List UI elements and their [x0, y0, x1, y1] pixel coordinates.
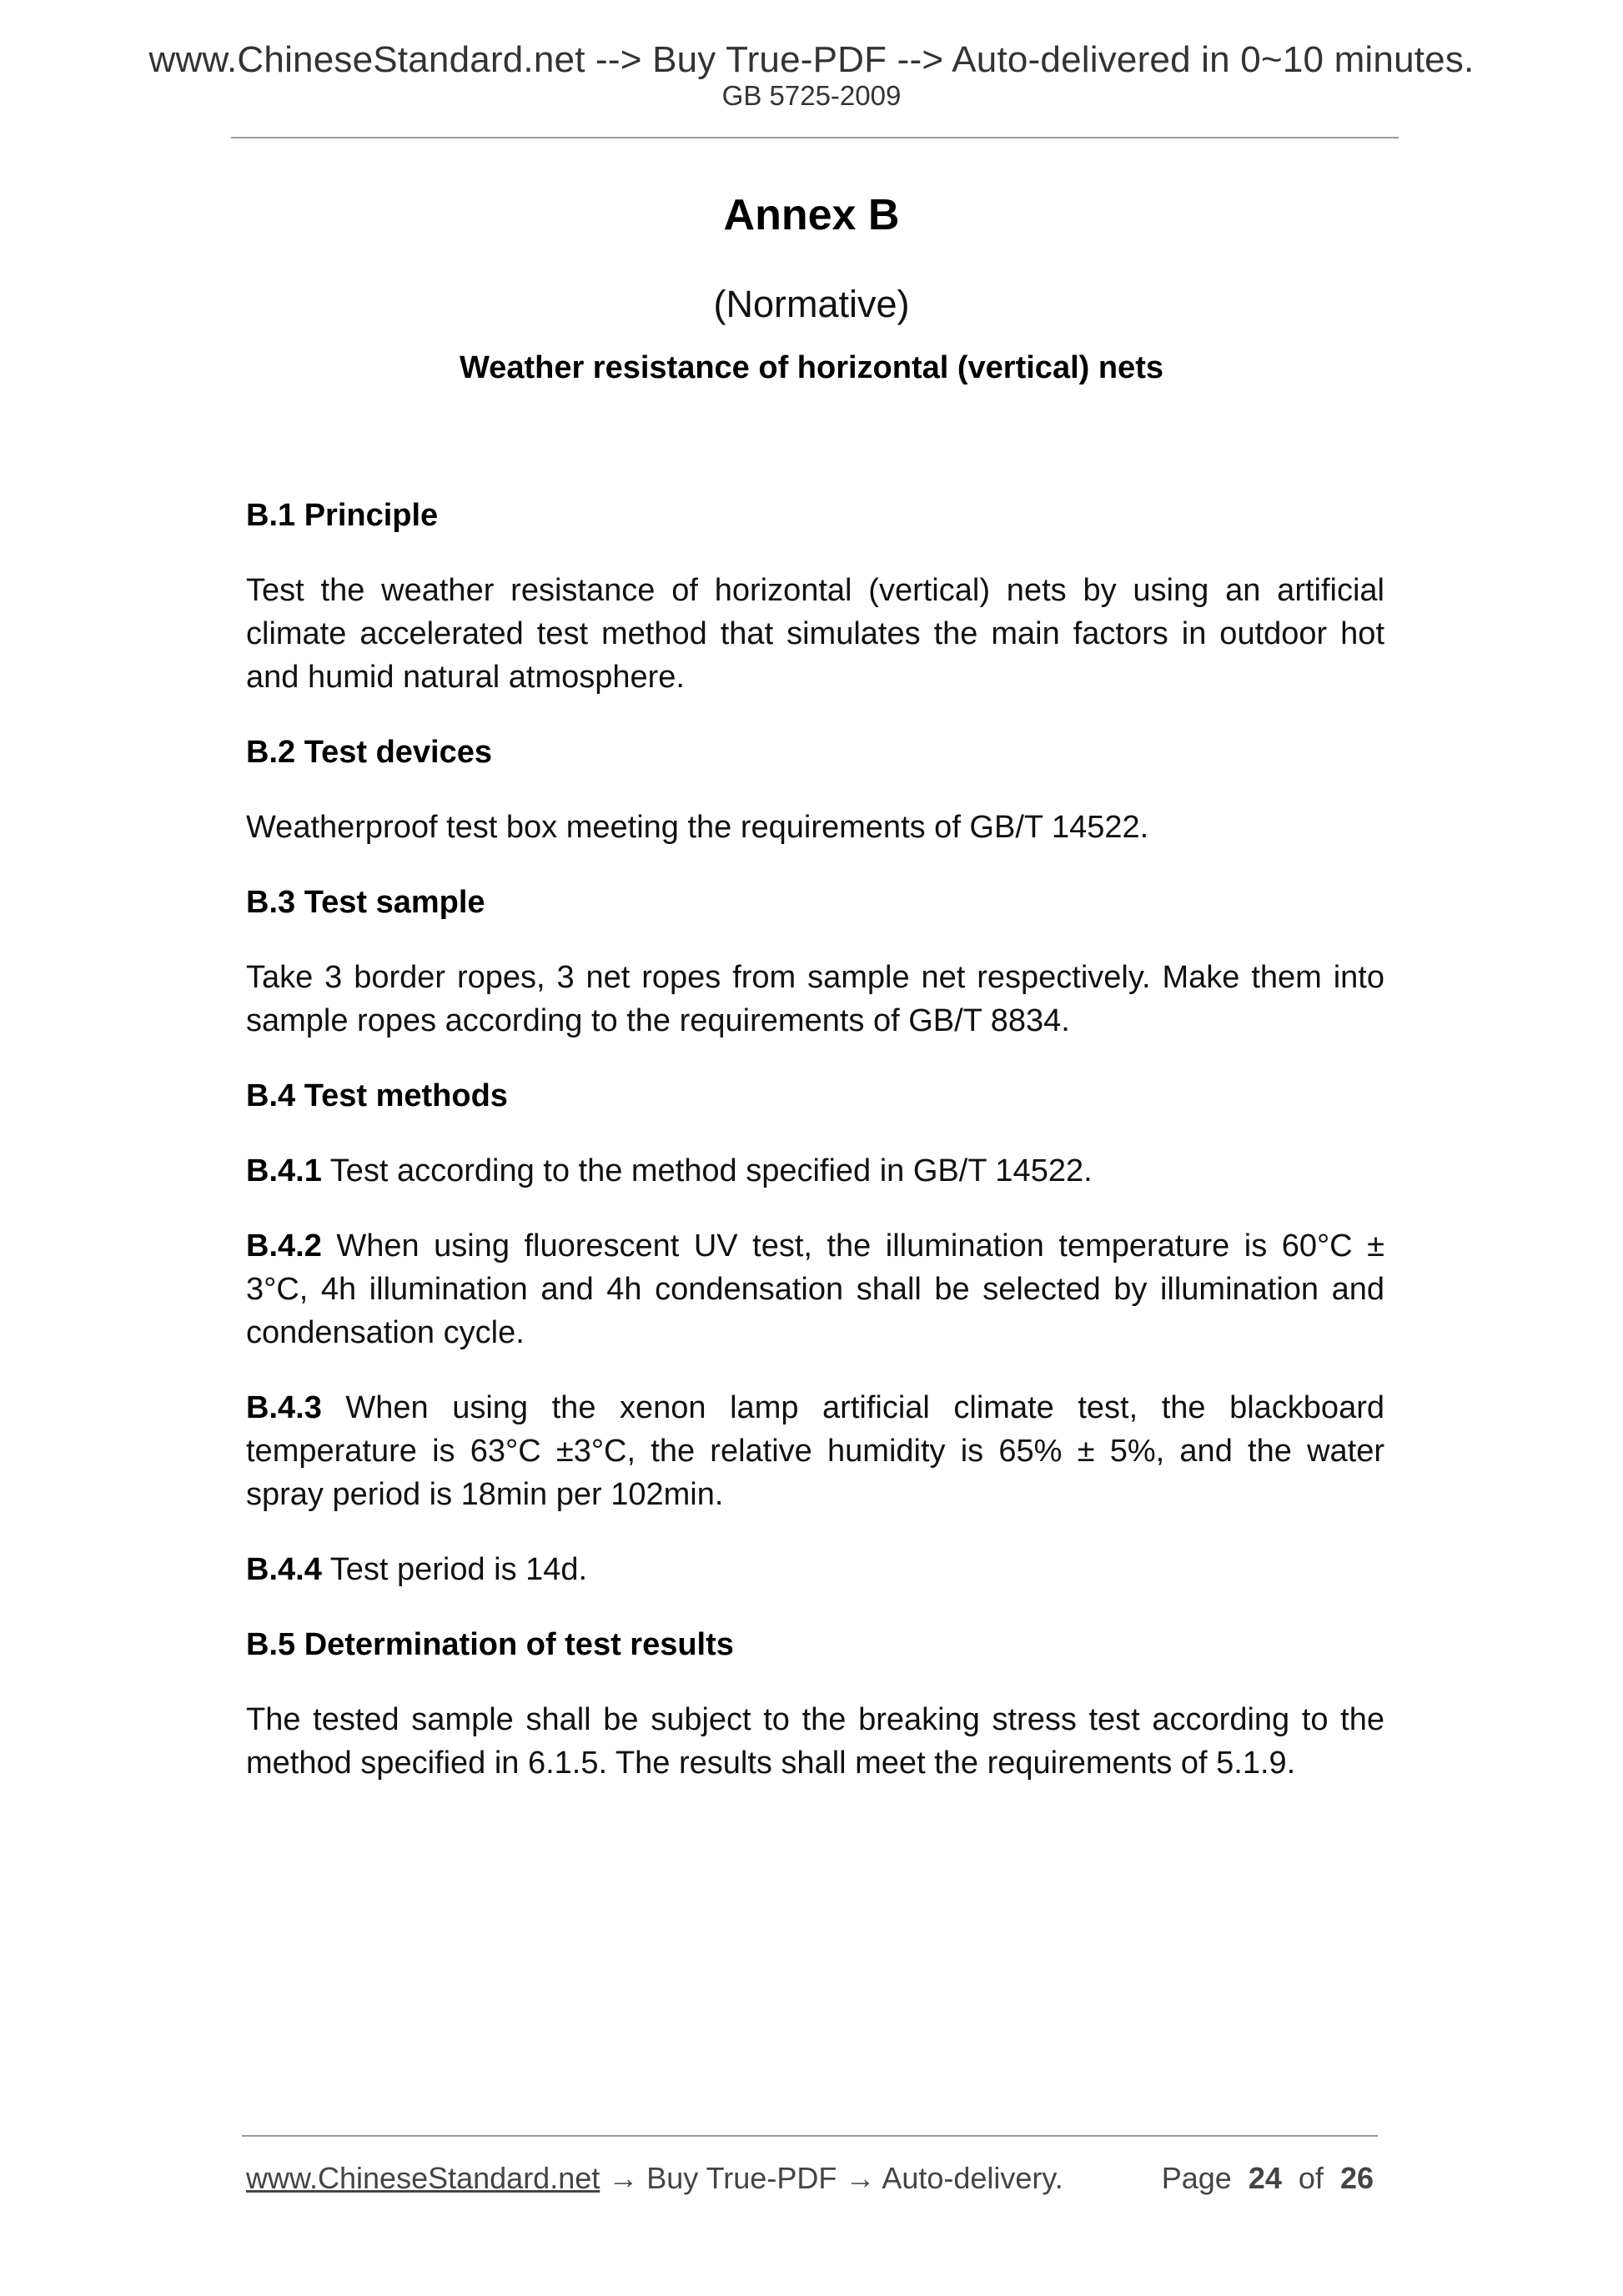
clause-number: B.4.3 — [246, 1390, 322, 1425]
section-heading-b3: B.3 Test sample — [246, 885, 485, 920]
page-label: Page — [1161, 2161, 1232, 2195]
section-heading-b2: B.2 Test devices — [246, 735, 493, 770]
total-pages: 26 — [1339, 2161, 1374, 2195]
clause-b4-2 — [246, 1224, 1384, 1354]
annex-type: (Normative) — [713, 283, 910, 325]
header-banner: www.ChineseStandard.net --> Buy True-PDF --> Auto-delivered in 0~10 minutes. — [148, 39, 1475, 80]
standard-code: GB 5725-2009 — [721, 80, 902, 111]
section-text-b5: The tested sample shall be subject to the breaking stress test according to the method specified in 6.1.5. The results shall meet the requirements of 5.1.9. — [246, 1702, 1384, 1781]
of-label: of — [1298, 2161, 1324, 2195]
footer-promo-text: → Buy True-PDF → Auto-delivery. — [600, 2161, 1063, 2195]
page-footer — [246, 2160, 1374, 2197]
clause-b4-1 — [246, 1149, 1384, 1193]
header-divider — [231, 137, 1399, 138]
clause-number: B.4.2 — [246, 1228, 322, 1264]
clause-text: Test according to the method specified in GB/T 14522. — [321, 1153, 1093, 1188]
document-body — [246, 494, 1384, 1816]
section-text-b3: Take 3 border ropes, 3 net ropes from sample net respectively. Make them into sample ropes according to the requirements of GB/T 8834. — [246, 960, 1384, 1038]
section-heading-b5: B.5 Determination of test results — [246, 1627, 734, 1662]
footer-website-link[interactable]: www.ChineseStandard.net — [246, 2161, 600, 2195]
section-heading-b4: B.4 Test methods — [246, 1078, 508, 1113]
clause-text: When using the xenon lamp artificial climate test, the blackboard temperature is 63°C ±3°C, the relative humidity is 65% ± 5%, and the water spray period is 18min per 102min. — [246, 1390, 1384, 1512]
clause-text: Test period is 14d. — [321, 1552, 588, 1587]
annex-title: Annex B — [723, 191, 900, 239]
clause-b4-3 — [246, 1386, 1384, 1516]
annex-subtitle: Weather resistance of horizontal (vertical) nets — [460, 350, 1163, 385]
section-heading-b1: B.1 Principle — [246, 498, 439, 533]
footer-divider — [242, 2135, 1378, 2137]
clause-number: B.4.4 — [246, 1552, 322, 1587]
clause-text: When using fluorescent UV test, the illumination temperature is 60°C ± 3°C, 4h illumination and 4h condensation shall be selected by illumination and condensation cycle. — [246, 1228, 1384, 1350]
section-text-b1: Test the weather resistance of horizontal (vertical) nets by using an artificial climate accelerated test method that simulates the main factors in outdoor hot and humid natural atmosphere. — [246, 573, 1384, 695]
page-indicator — [1162, 2160, 1374, 2197]
clause-b4-4 — [246, 1548, 1384, 1591]
section-text-b2: Weatherproof test box meeting the requirements of GB/T 14522. — [246, 810, 1149, 845]
page-number: 24 — [1248, 2161, 1282, 2195]
clause-number: B.4.1 — [246, 1153, 322, 1188]
